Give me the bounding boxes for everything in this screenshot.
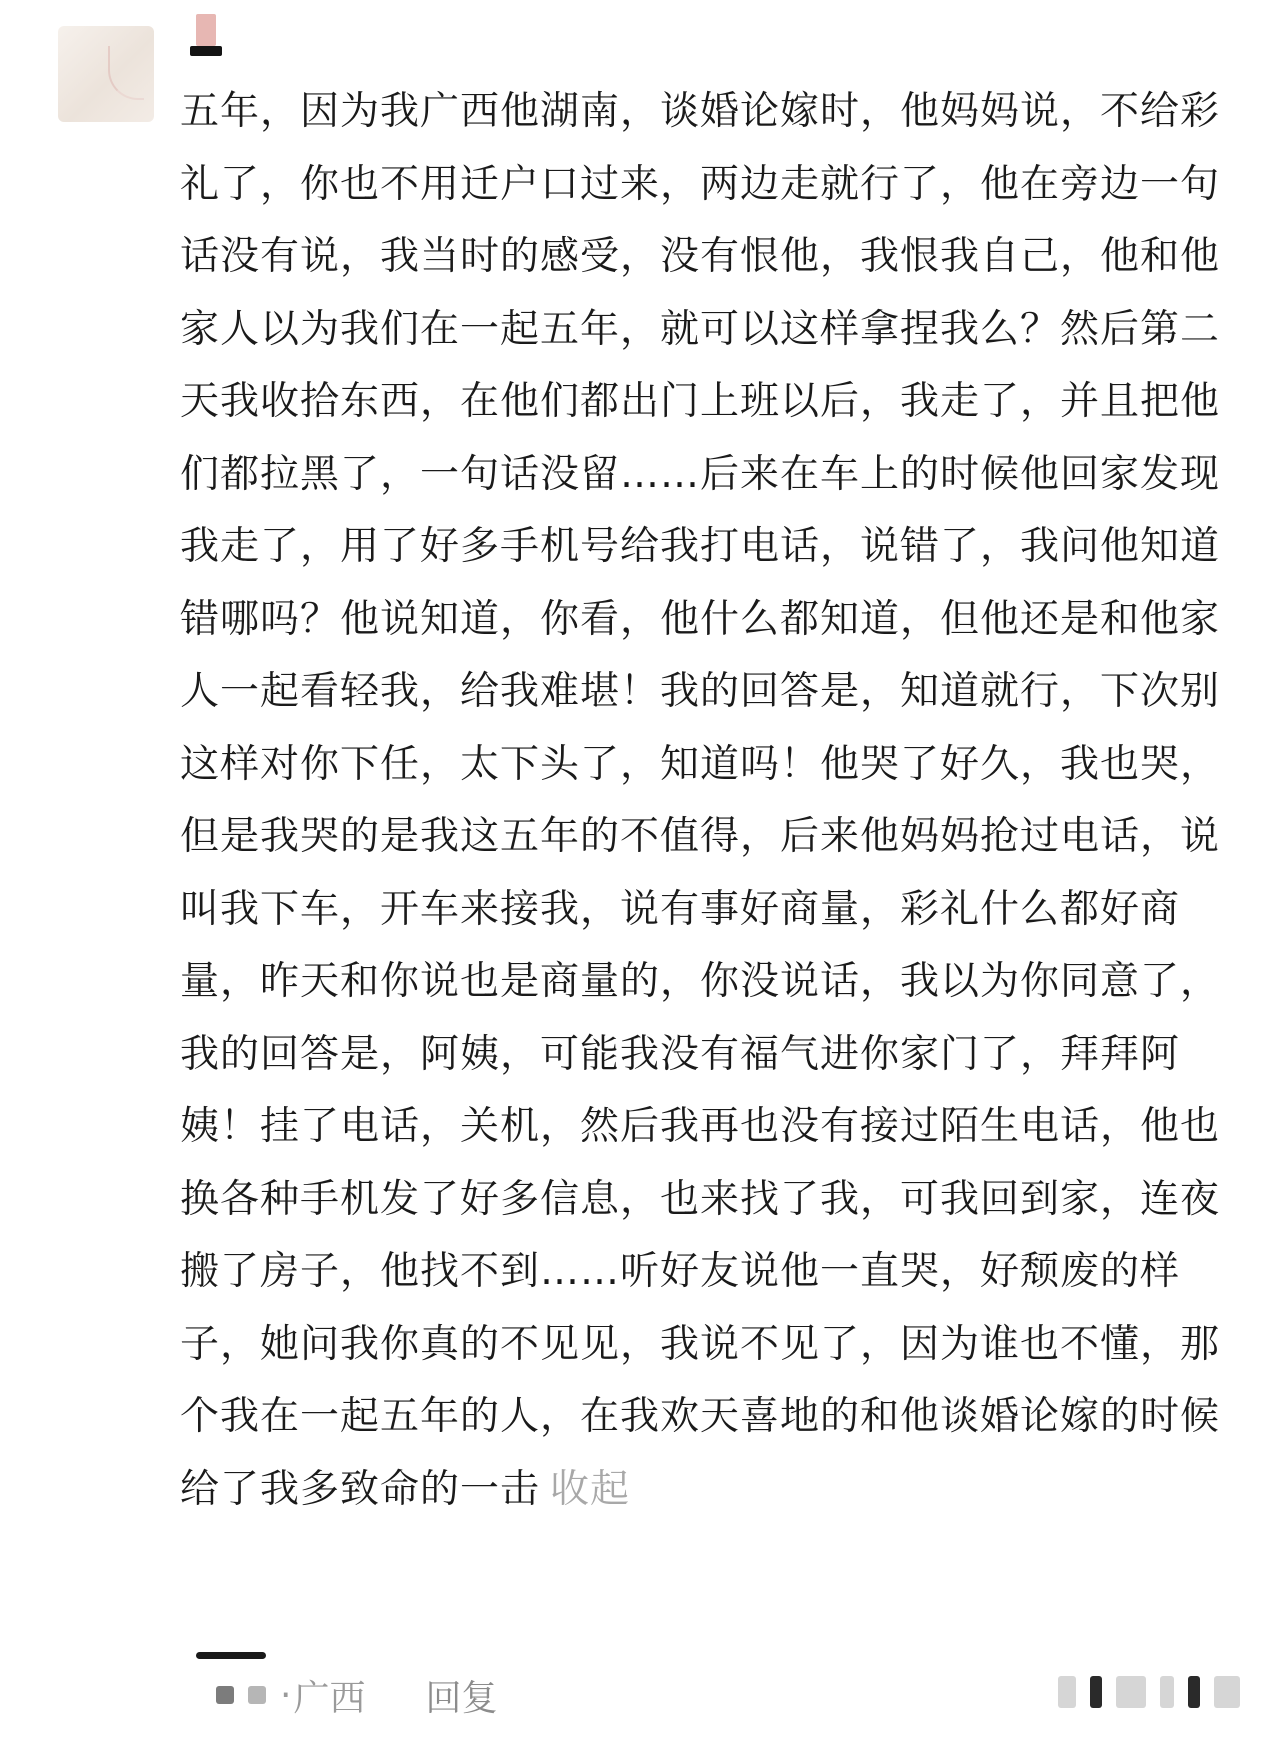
watermark-bar [1188,1676,1200,1708]
meta-separator: · [280,1674,292,1716]
location-label: 广西 [293,1677,366,1719]
reply-button[interactable]: 回复 [425,1677,498,1719]
username-redacted-mark [196,14,216,46]
watermark-bar [1116,1676,1146,1708]
comment-text: 五年，因为我广西他湖南，谈婚论嫁时，他妈妈说，不给彩礼了，你也不用迁户口过来，两边走就行了，他在旁边一句话没有说，我当时的感受，没有恨他，我恨我自己，他和他家人以为我们在一起五年，就可以这样拿捏我么？然后第二天我收拾东西，在他们都出门上班以后，我走了，并且把他们都拉黑了，一句话没留……后来在车上的时候他回家发现我走了，用了好多手机号给我打电话，说错了，我问他知道错哪吗？他说知道，你看，他什么都知道，但他还是和他家人一起看轻我，给我难堪！我的回答是，知道就行，下次别这样对你下任，太下头了，知道吗！他哭了好久，我也哭，但是我哭的是我这五年的不值得，后来他妈妈抢过电话，说叫我下车，开车来接我，说有事好商量，彩礼什么都好商量，昨天和你说也是商量的，你没说话，我以为你同意了，我的回答是，阿姨，可能我没有福气进你家门了，拜拜阿姨！挂了电话，关机，然后我再也没有接过陌生电话，他也换各种手机发了好多信息，也来找了我，可我回到家，连夜搬了房子，他找不到……听好友说他一直哭，好颓废的样子，她问我你真的不见见，我说不见了，因为谁也不懂，那个我在一起五年的人，在我欢天喜地的和他谈婚论嫁的时候给了我多致命的一击 [180,89,1221,1512]
collapse-link[interactable]: 收起 [550,1466,631,1512]
redaction-stroke [196,1652,266,1659]
comment-meta-row [216,1670,497,1720]
watermark-bar [1214,1676,1240,1708]
redacted-time-block [248,1686,266,1704]
username-redacted-mark-base [190,46,222,56]
avatar[interactable] [58,26,154,122]
watermark-bar [1090,1676,1102,1708]
watermark-bars [1058,1674,1240,1710]
avatar-flower-decoration [108,46,144,100]
comment-body [180,76,1220,1526]
watermark-bar [1160,1676,1174,1708]
redacted-time-block [216,1686,234,1704]
watermark-bar [1058,1676,1076,1708]
